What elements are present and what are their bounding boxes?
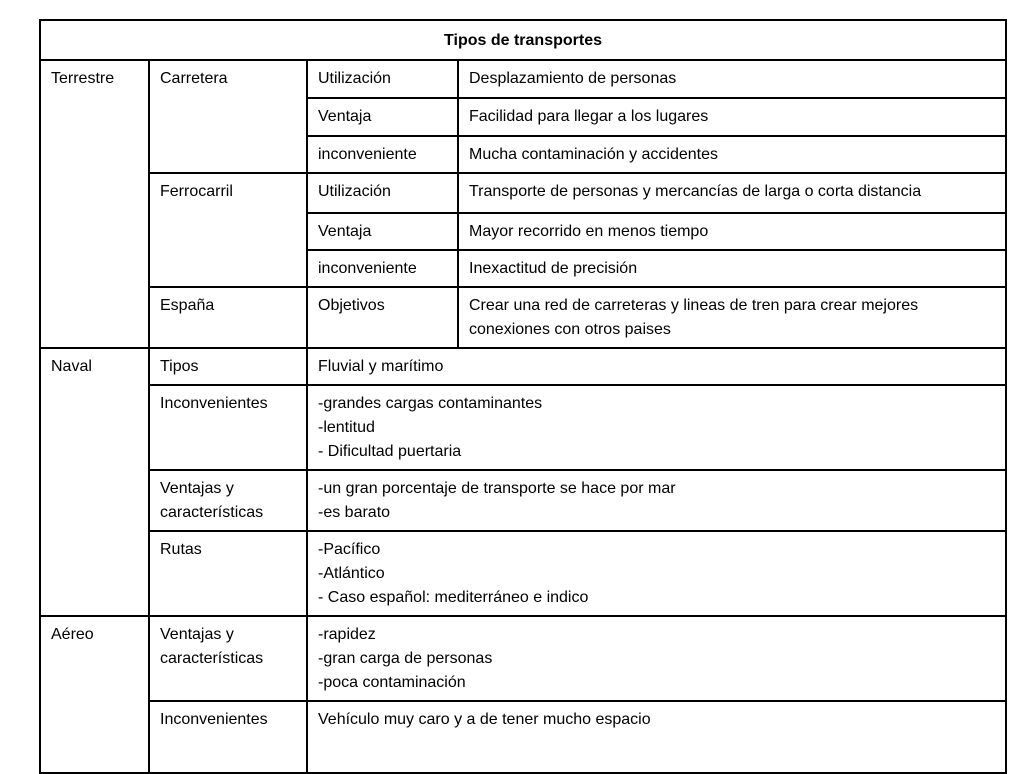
text-line: -es barato — [318, 504, 391, 521]
text-line: características — [160, 650, 264, 667]
transport-types-table — [39, 19, 1007, 774]
subcategory-ventajas — [149, 616, 307, 701]
text-line: -poca contaminación — [318, 674, 466, 691]
value-cell — [307, 616, 1006, 701]
value-cell — [307, 470, 1006, 531]
subcategory-tipos: Tipos — [149, 348, 307, 385]
value-cell: Fluvial y marítimo — [307, 348, 1006, 385]
key-cell: inconveniente — [307, 136, 458, 173]
key-cell: Utilización — [307, 60, 458, 98]
category-terrestre: Terrestre — [40, 60, 149, 348]
value-cell — [307, 531, 1006, 616]
value-cell: Mucha contaminación y accidentes — [458, 136, 1006, 173]
text-line: -Atlántico — [318, 565, 385, 582]
value-cell — [307, 385, 1006, 470]
value-cell: Facilidad para llegar a los lugares — [458, 98, 1006, 136]
text-line: Ventajas y — [160, 626, 234, 643]
text-line: -un gran porcentaje de transporte se hace por mar — [318, 480, 676, 497]
text-line: -rapidez — [318, 626, 376, 643]
text-line: Crear una red de carreteras y lineas de tren para crear mejores — [469, 297, 919, 314]
subcategory-inconvenientes: Inconvenientes — [149, 701, 307, 773]
key-cell: Utilización — [307, 173, 458, 213]
text-line: -gran carga de personas — [318, 650, 493, 667]
text-line: - Dificultad puertaria — [318, 443, 462, 460]
text-line: Ventajas y — [160, 480, 234, 497]
subcategory-ferrocarril: Ferrocarril — [149, 173, 307, 287]
subcategory-ventajas — [149, 470, 307, 531]
category-aereo: Aéreo — [40, 616, 149, 773]
key-cell: inconveniente — [307, 250, 458, 287]
value-cell: Mayor recorrido en menos tiempo — [458, 213, 1006, 250]
text-line: características — [160, 504, 264, 521]
value-cell: Inexactitud de precisión — [458, 250, 1006, 287]
value-cell: Vehículo muy caro y a de tener mucho espacio — [307, 701, 1006, 773]
subcategory-inconvenientes: Inconvenientes — [149, 385, 307, 470]
value-cell: Transporte de personas y mercancías de larga o corta distancia — [458, 173, 1006, 213]
value-cell — [458, 287, 1006, 348]
text-line: -grandes cargas contaminantes — [318, 395, 543, 412]
text-line: -lentitud — [318, 419, 375, 436]
category-naval: Naval — [40, 348, 149, 616]
table-title: Tipos de transportes — [40, 20, 1006, 60]
text-line: -Pacífico — [318, 541, 381, 558]
key-cell: Objetivos — [307, 287, 458, 348]
subcategory-espana: España — [149, 287, 307, 348]
text-line: conexiones con otros paises — [469, 321, 671, 338]
subcategory-carretera: Carretera — [149, 60, 307, 173]
subcategory-rutas: Rutas — [149, 531, 307, 616]
key-cell: Ventaja — [307, 98, 458, 136]
key-cell: Ventaja — [307, 213, 458, 250]
value-cell: Desplazamiento de personas — [458, 60, 1006, 98]
text-line: - Caso español: mediterráneo e indico — [318, 589, 589, 606]
